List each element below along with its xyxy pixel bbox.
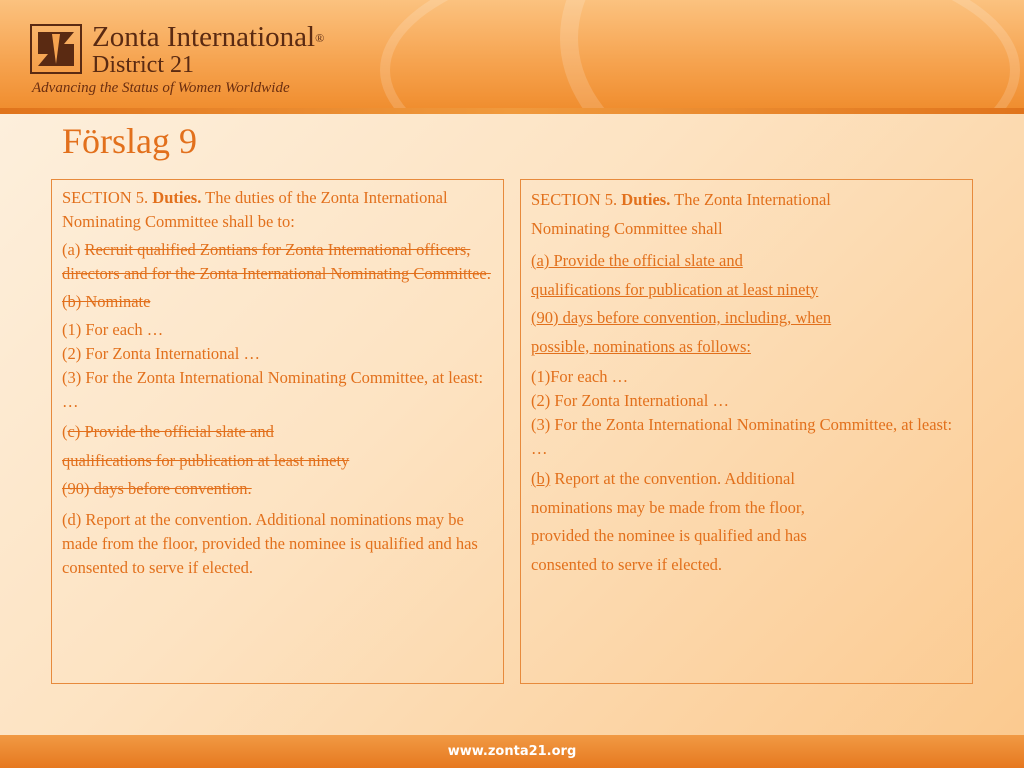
brand-name: Zonta International® — [92, 21, 325, 53]
right-subitem-3: (3) For the Zonta International Nominating Committee, at least: … — [531, 415, 953, 458]
left-item-c: (c) Provide the official slate and qualifications for publication at least ninety (90) days before convention. — [62, 422, 350, 498]
footer-bar — [0, 735, 1024, 768]
left-subitem-3: (3) For the Zonta International Nominating Committee, at least: … — [62, 368, 484, 411]
left-section-heading: SECTION 5. Duties. The duties of the Zonta International Nominating Committee shall be to: — [62, 188, 448, 231]
right-panel — [520, 179, 973, 684]
footer-url: www.zonta21.org — [447, 744, 577, 759]
left-item-d: (d) Report at the convention. Additional nominations may be made from the floor, provided the nominee is qualified and has consented to serve if elected. — [62, 509, 478, 577]
right-item-b: (b) Report at the convention. Additional nominations may be made from the floor, provided the nominee is qualified and has consented to serve if elected. — [531, 469, 807, 574]
brand-district: District 21 — [92, 52, 194, 78]
zonta-logo-icon — [30, 24, 82, 74]
right-section-heading: SECTION 5. Duties. The Zonta International Nominating Committee shall — [531, 190, 831, 238]
brand-tagline: Advancing the Status of Women Worldwide — [32, 80, 290, 96]
decorative-swirl — [380, 0, 1020, 114]
left-panel — [51, 179, 504, 684]
right-item-a: (a) Provide the official slate and qualifications for publication at least ninety (90) days before convention, including, when possible, nominations as follows: — [531, 251, 832, 356]
left-subitem-1: (1) For each … — [62, 320, 164, 339]
page-title: Förslag 9 — [62, 121, 197, 161]
right-subitems — [531, 365, 962, 461]
right-subitem-1: (1)For each … — [531, 367, 629, 386]
header-banner — [0, 0, 1024, 114]
left-subitem-2: (2) For Zonta International … — [62, 344, 260, 363]
left-subitems — [62, 318, 493, 414]
left-item-a: (a) Recruit qualified Zontians for Zonta International officers, directors and for the Zonta International Nominating Committee. — [62, 240, 491, 283]
left-item-b: (b) Nominate — [62, 292, 151, 311]
right-subitem-2: (2) For Zonta International … — [531, 391, 729, 410]
